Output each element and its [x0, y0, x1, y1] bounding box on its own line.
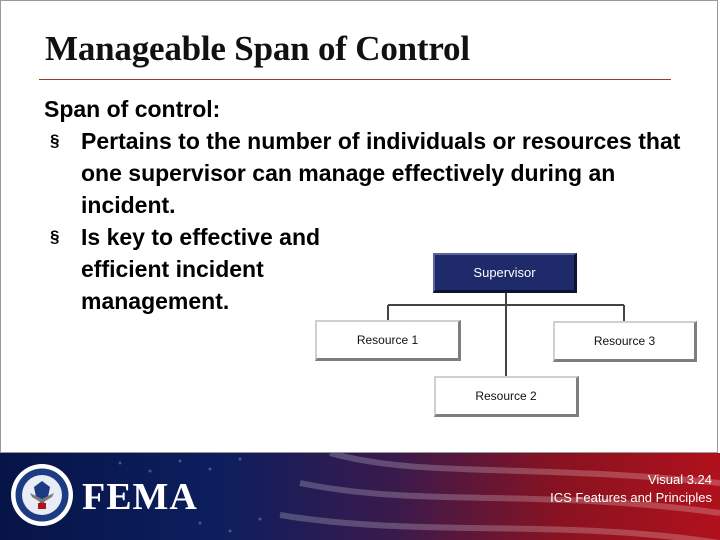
- dhs-seal-icon: [10, 463, 74, 527]
- visual-caption: [550, 471, 712, 507]
- course-title: ICS Features and Principles: [550, 490, 712, 505]
- bullet-text: Pertains to the number of individuals or resources that one supervisor can manage effectively during an incident.: [81, 128, 681, 218]
- bullet-item: [44, 221, 381, 317]
- bullet-marker-icon: §: [50, 227, 60, 246]
- slide-body: [44, 93, 684, 317]
- supervisor-box: [433, 253, 577, 293]
- resource-label: Resource 2: [475, 389, 537, 403]
- resource-3-box: [553, 321, 697, 362]
- title-rule: [39, 79, 671, 80]
- slide-title: Manageable Span of Control: [45, 29, 470, 68]
- bullet-item: [44, 125, 684, 221]
- footer-bar: [0, 453, 720, 540]
- supervisor-label: Supervisor: [473, 265, 536, 280]
- resource-label: Resource 3: [593, 334, 656, 348]
- resource-2-box: [434, 376, 579, 417]
- lead-text: Span of control:: [44, 96, 221, 122]
- bullet-marker-icon: §: [50, 131, 60, 150]
- fema-logo: FEMA: [82, 476, 198, 518]
- resource-label: Resource 1: [356, 333, 419, 347]
- resource-1-box: [315, 320, 461, 361]
- bullet-text: Is key to effective and efficient incident management.: [81, 224, 321, 314]
- visual-number: Visual 3.24: [647, 472, 712, 487]
